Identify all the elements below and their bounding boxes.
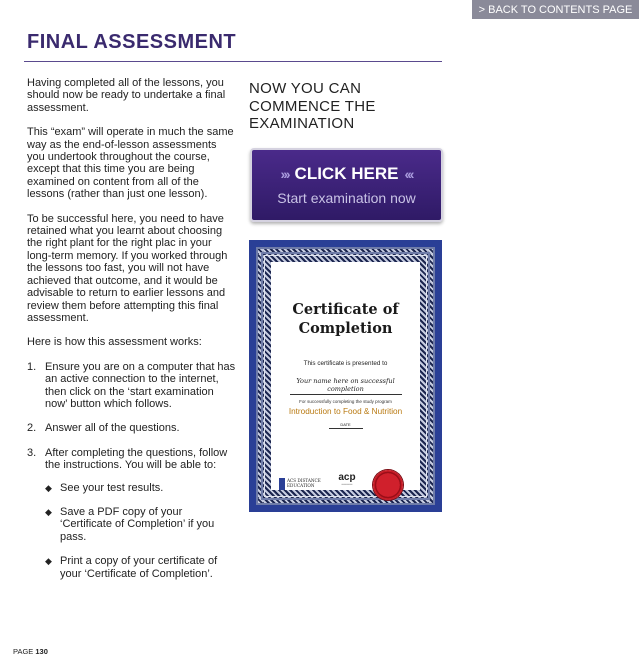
acs-logo-text [287, 479, 321, 489]
red-seal-icon [373, 470, 403, 500]
certificate-title-line1: Certificate of [292, 301, 399, 318]
acs-logo [279, 478, 321, 490]
success-paragraph: To be successful here, you need to have retained what you learnt about choosing the right plant for the right plac in your long-term memory. If you worked through the lessons too fast, you will not have achieved that outcome, and it would be advisable to return to earlier lessons and review them before attempting this final assessment. [27, 212, 228, 324]
certificate-presented-text: This certificate is presented to [303, 360, 388, 367]
list-item [45, 555, 237, 580]
page-number [13, 647, 48, 656]
start-examination-label: Start examination now [277, 190, 416, 206]
certificate-image [249, 240, 442, 512]
certificate-completing-text: For successfully completing the study program [299, 399, 392, 404]
sub-bullet-text: Save a PDF copy of your ‘Certificate of Completion’ if you pass. [60, 505, 215, 543]
step-text: Ensure you are on a computer that has an active connection to the internet, then click on the ‘start examination now’ button which follows. [45, 360, 236, 410]
sub-bullet-text: Print a copy of your certificate of your ‘Certificate of Completion’. [60, 555, 218, 580]
certificate-date-label: DATE [329, 422, 363, 429]
certificate-name-line: Your name here on successful completion [290, 377, 402, 395]
list-item [45, 482, 237, 494]
step-number: 2. [27, 422, 37, 435]
start-examination-button[interactable] [250, 148, 443, 222]
diamond-bullet-icon: ◆ [45, 556, 52, 567]
chevron-right-icon: ››› [280, 166, 289, 182]
body-text-column [27, 77, 237, 604]
certificate-course-name: Introduction to Food & Nutrition [288, 407, 403, 416]
acp-logo-subtext: ━━━━━━━ [341, 483, 353, 486]
click-here-label: CLICK HERE [294, 164, 399, 183]
list-item [27, 361, 237, 411]
chevron-left-icon: ‹‹‹ [404, 166, 413, 182]
steps-list [27, 361, 237, 592]
click-here-row [275, 164, 419, 184]
acs-logo-icon [279, 478, 285, 490]
how-it-works-paragraph: Here is how this assessment works: [27, 336, 202, 349]
cta-heading: NOW YOU CAN COMMENCE THE EXAMINATION [249, 80, 376, 132]
list-item [45, 506, 237, 543]
step-text: Answer all of the questions. [45, 422, 180, 435]
acp-logo [330, 472, 364, 486]
exam-paragraph: This “exam” will operate in much the same way as the end-of-lesson assessments you undertook throughout the course, except that this time you are being examined on content from all of the lessons (rather than just one lesson). [27, 126, 234, 201]
back-to-contents-button[interactable]: > BACK TO CONTENTS PAGE [472, 0, 639, 19]
certificate-title [271, 300, 420, 338]
list-item [27, 447, 237, 592]
page-label: PAGE [13, 647, 34, 656]
certificate-title-line2: Completion [298, 320, 393, 337]
acs-logo-line2: EDUCATION [287, 483, 315, 488]
acs-logo-line1: ACS DISTANCE [287, 478, 321, 484]
diamond-bullet-icon: ◆ [45, 506, 52, 517]
page-number-value: 130 [35, 647, 48, 656]
sub-bullet-list [45, 482, 237, 580]
acp-logo-text: acp [338, 472, 356, 483]
page-title: FINAL ASSESSMENT [27, 31, 237, 53]
step-number: 3. [27, 446, 37, 459]
title-divider [24, 61, 442, 62]
list-item [27, 422, 237, 434]
intro-paragraph: Having completed all of the lessons, you should now be ready to undertake a final assessment. [27, 77, 226, 114]
step-text-container [45, 447, 237, 592]
step-number: 1. [27, 360, 37, 373]
certificate-border [256, 247, 435, 505]
diamond-bullet-icon: ◆ [45, 482, 52, 493]
step-text: After completing the questions, follow the instructions. You will be able to: [45, 446, 228, 472]
certificate-body [271, 262, 420, 490]
sub-bullet-text: See your test results. [60, 481, 164, 494]
